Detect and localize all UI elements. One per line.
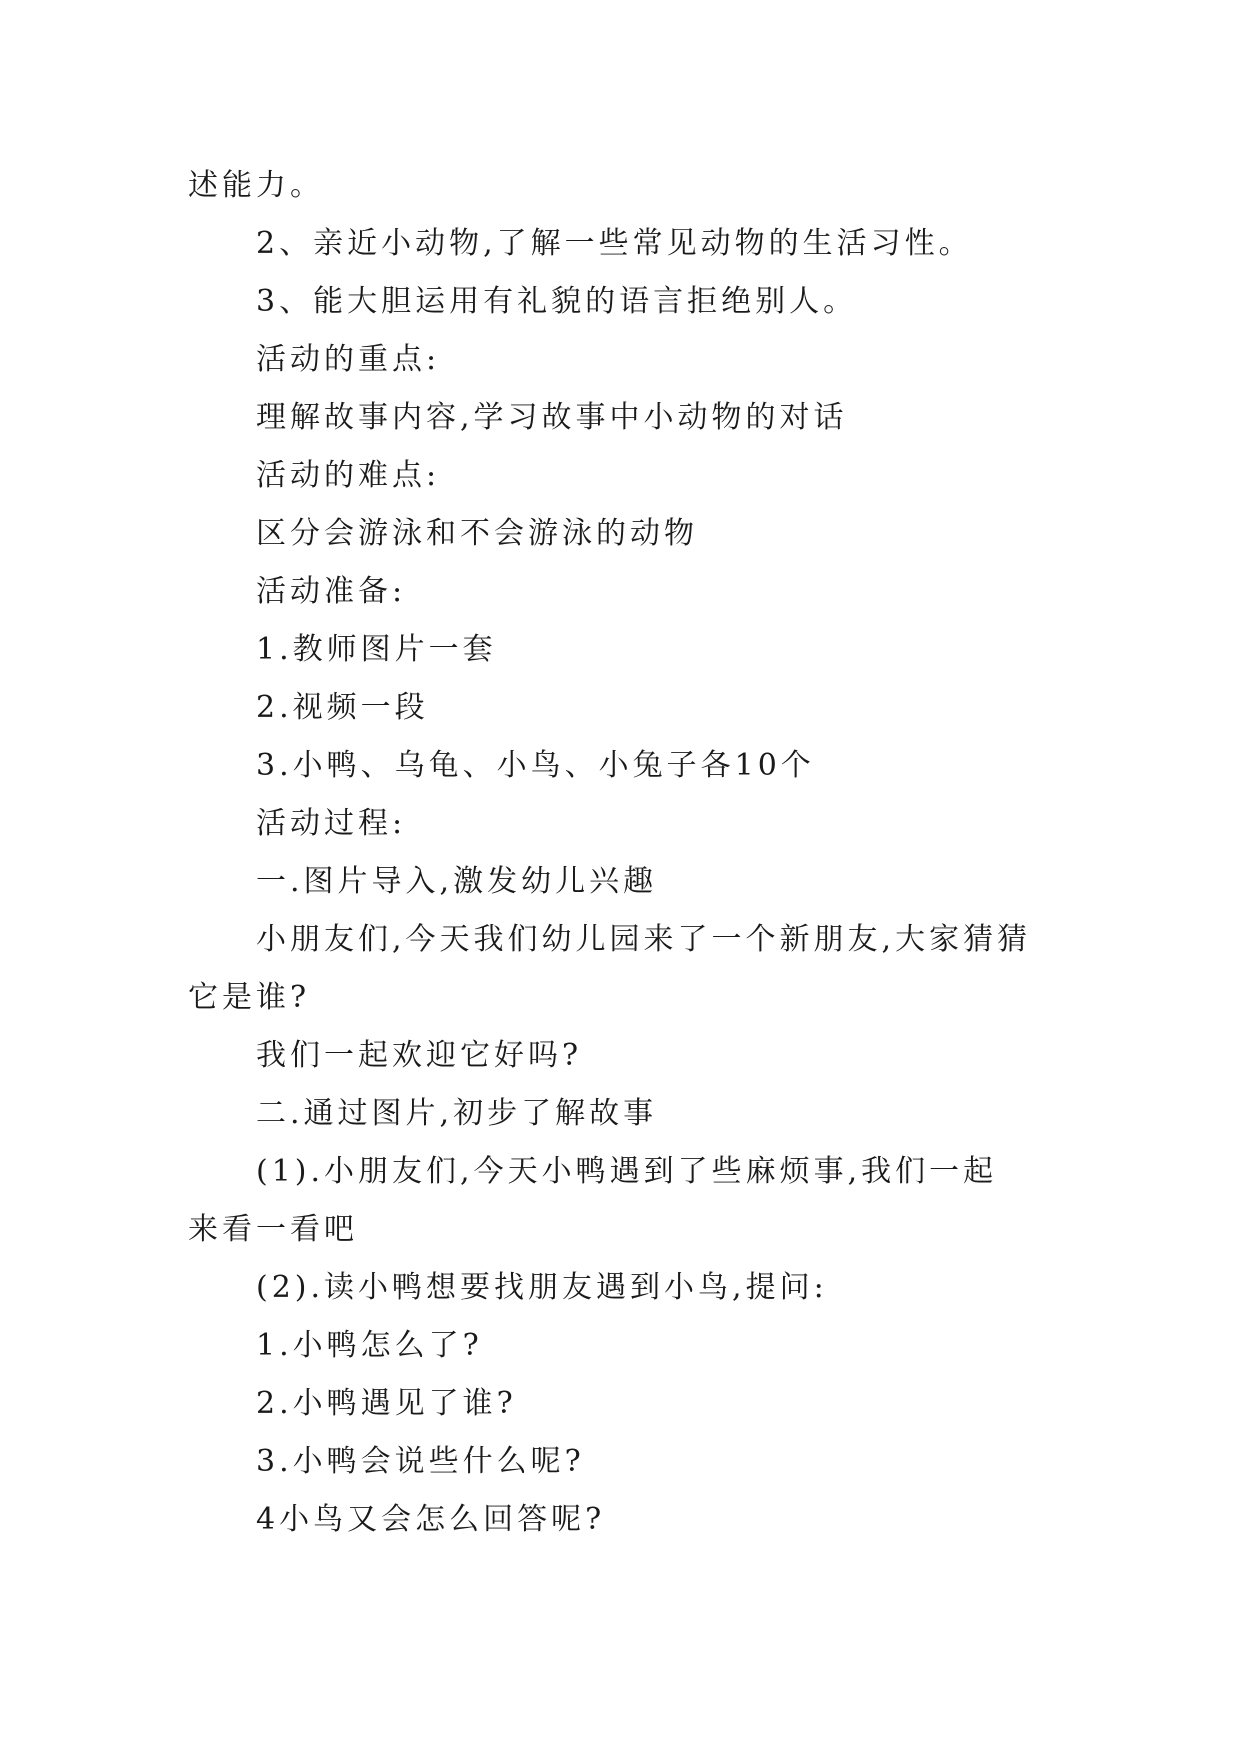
text-line: 小朋友们,今天我们幼儿园来了一个新朋友,大家猜猜 — [256, 922, 1032, 957]
text-line: 它是谁? — [188, 980, 311, 1015]
text-line: 活动的重点: — [256, 342, 441, 377]
text-line: 述能力。 — [188, 168, 324, 203]
text-line: 一.图片导入,激发幼儿兴趣 — [256, 864, 658, 899]
text-line: 活动准备: — [256, 574, 407, 609]
text-line: 2.视频一段 — [256, 690, 429, 725]
text-line: 区分会游泳和不会游泳的动物 — [256, 516, 698, 551]
text-line: 活动过程: — [256, 806, 407, 841]
text-line: 3.小鸭会说些什么呢? — [256, 1444, 585, 1479]
text-line: 4小鸟又会怎么回答呢? — [256, 1502, 606, 1537]
text-line: 2、亲近小动物,了解一些常见动物的生活习性。 — [256, 226, 973, 261]
text-line: (2).读小鸭想要找朋友遇到小鸟,提问: — [256, 1270, 828, 1305]
text-line: 3.小鸭、乌龟、小鸟、小兔子各10个 — [256, 748, 815, 783]
text-line: 活动的难点: — [256, 458, 441, 493]
text-line: 2.小鸭遇见了谁? — [256, 1386, 517, 1421]
text-line: (1).小朋友们,今天小鸭遇到了些麻烦事,我们一起 — [256, 1154, 998, 1189]
text-line: 二.通过图片,初步了解故事 — [256, 1096, 658, 1131]
text-line: 1.教师图片一套 — [256, 632, 497, 667]
text-line: 3、能大胆运用有礼貌的语言拒绝别人。 — [256, 284, 858, 319]
text-line: 理解故事内容,学习故事中小动物的对话 — [256, 400, 848, 435]
text-line: 我们一起欢迎它好吗? — [256, 1038, 583, 1073]
text-line: 1.小鸭怎么了? — [256, 1328, 483, 1363]
text-line: 来看一看吧 — [188, 1212, 358, 1247]
